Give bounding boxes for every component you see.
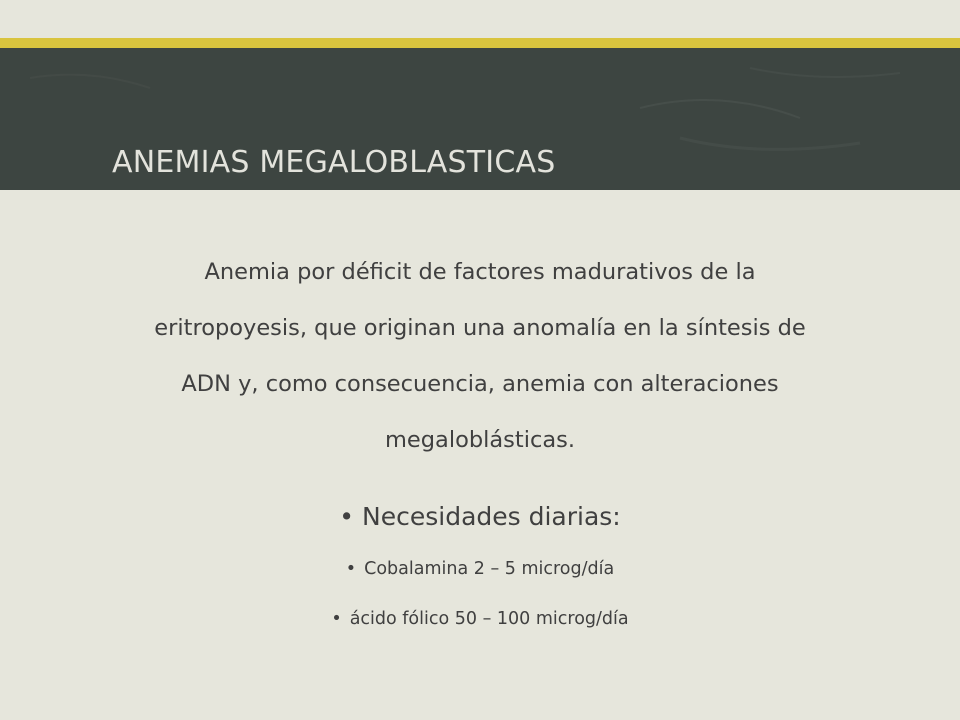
definition-paragraph xyxy=(60,244,900,468)
daily-needs-label: Necesidades diarias: xyxy=(362,502,621,531)
bullet-icon: • xyxy=(339,502,355,531)
title-band xyxy=(0,48,960,190)
daily-needs-list xyxy=(0,556,960,656)
bullet-icon: • xyxy=(331,609,342,629)
list-item xyxy=(0,556,960,582)
list-item xyxy=(0,606,960,632)
definition-line: ADN y, como consecuencia, anemia con alteraciones xyxy=(181,371,779,397)
slide-title: ANEMIAS MEGALOBLASTICAS xyxy=(112,145,556,180)
definition-line: eritropoyesis, que originan una anomalía en la síntesis de xyxy=(154,315,806,341)
accent-bar xyxy=(0,38,960,48)
need-cobalamin: Cobalamina 2 – 5 microg/día xyxy=(364,559,615,579)
need-folic-acid: ácido fólico 50 – 100 microg/día xyxy=(349,609,629,629)
bullet-icon: • xyxy=(345,559,357,579)
definition-line: megaloblásticas. xyxy=(385,427,575,453)
daily-needs-heading xyxy=(0,502,960,531)
definition-line: Anemia por déficit de factores madurativos de la xyxy=(204,259,756,285)
